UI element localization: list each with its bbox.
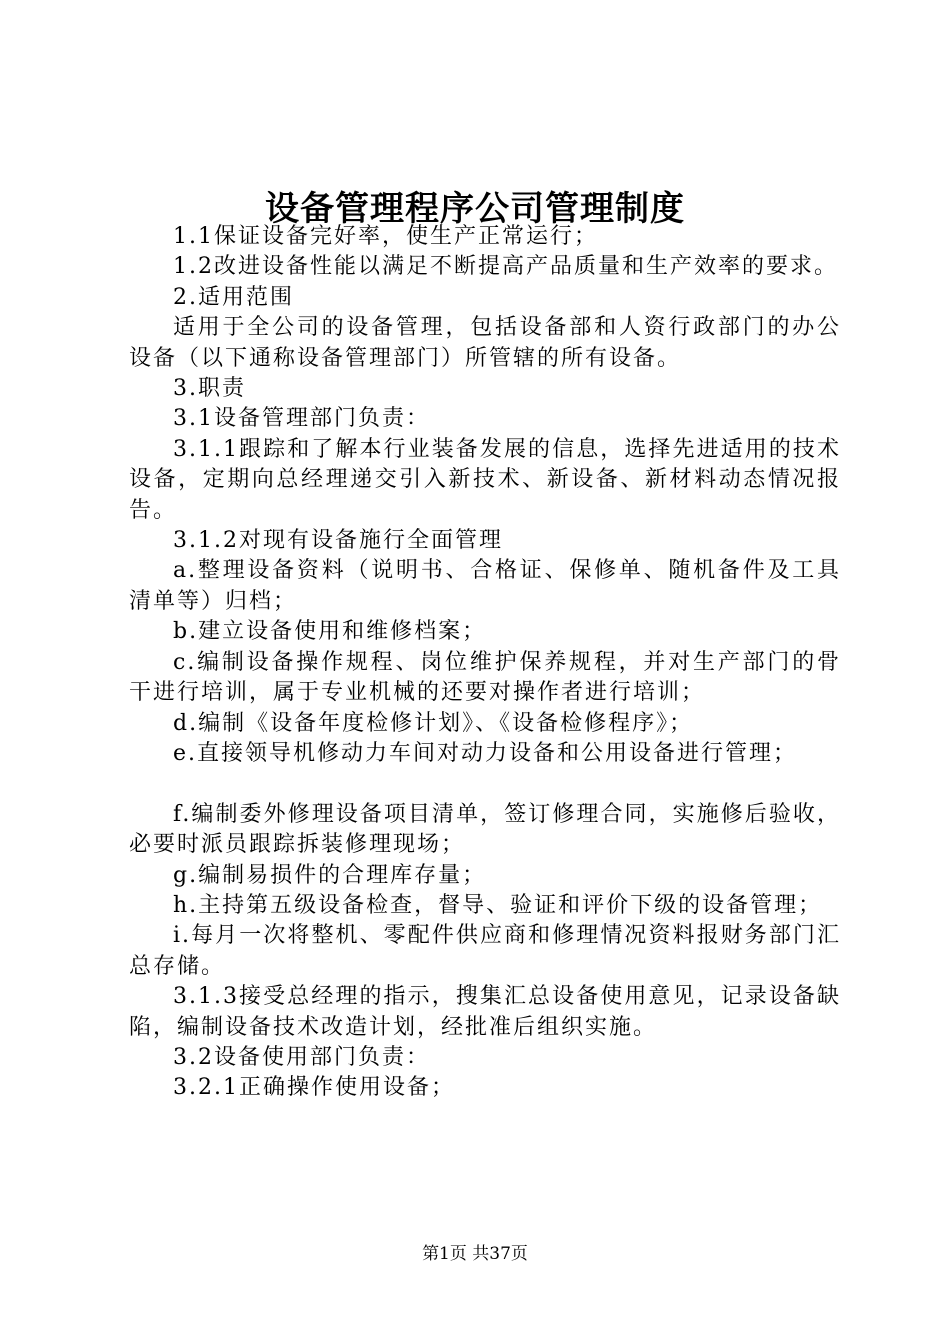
page-title: 设备管理程序公司管理制度	[265, 189, 685, 229]
paragraph: 3.1.1跟踪和了解本行业装备发展的信息，选择先进适用的技术设备，定期向总经理递交引入新技术、新设备、新材料动态情况报告。	[129, 436, 841, 523]
paragraph: d.编制《设备年度检修计划》、《设备检修程序》；	[173, 710, 694, 736]
paragraph: e.直接领导机修动力车间对动力设备和公用设备进行管理；	[173, 740, 798, 766]
paragraph: 2.适用范围	[173, 284, 294, 310]
page-footer: 第1页 共37页	[422, 1244, 528, 1264]
paragraph: 3.2设备使用部门负责：	[173, 1044, 430, 1070]
paragraph: 3.1.3接受总经理的指示，搜集汇总设备使用意见，记录设备缺陷，编制设备技术改造计划，经批准后组织实施。	[129, 984, 841, 1040]
paragraph: 3.2.1正确操作使用设备；	[173, 1075, 455, 1101]
paragraph: 3.职责	[173, 376, 246, 402]
document-body	[129, 222, 841, 1104]
paragraph: g.编制易损件的合理库存量；	[173, 862, 487, 888]
paragraph: 3.1设备管理部门负责：	[173, 406, 430, 432]
paragraph: 1.1保证设备完好率，使生产正常运行；	[173, 224, 598, 249]
paragraph: 适用于全公司的设备管理，包括设备部和人资行政部门的办公设备（以下通称设备管理部门）所管辖的所有设备。	[129, 315, 841, 371]
paragraph: a.整理设备资料（说明书、合格证、保修单、随机备件及工具清单等）归档；	[129, 558, 841, 614]
paragraph: c.编制设备操作规程、岗位维护保养规程，并对生产部门的骨干进行培训，属于专业机械的还要对操作者进行培训；	[129, 649, 841, 706]
paragraph: b.建立设备使用和维修档案；	[173, 619, 487, 645]
paragraph: h.主持第五级设备检查，督导、验证和评价下级的设备管理；	[173, 892, 823, 918]
paragraph: 1.2改进设备性能以满足不断提高产品质量和生产效率的要求。	[173, 254, 838, 280]
paragraph: f.编制委外修理设备项目清单，签订修理合同，实施修后验收，必要时派员跟踪拆装修理现场；	[129, 801, 841, 858]
paragraph: i.每月一次将整机、零配件供应商和修理情况资料报财务部门汇总存储。	[129, 923, 841, 979]
paragraph: 3.1.2对现有设备施行全面管理	[173, 528, 503, 554]
